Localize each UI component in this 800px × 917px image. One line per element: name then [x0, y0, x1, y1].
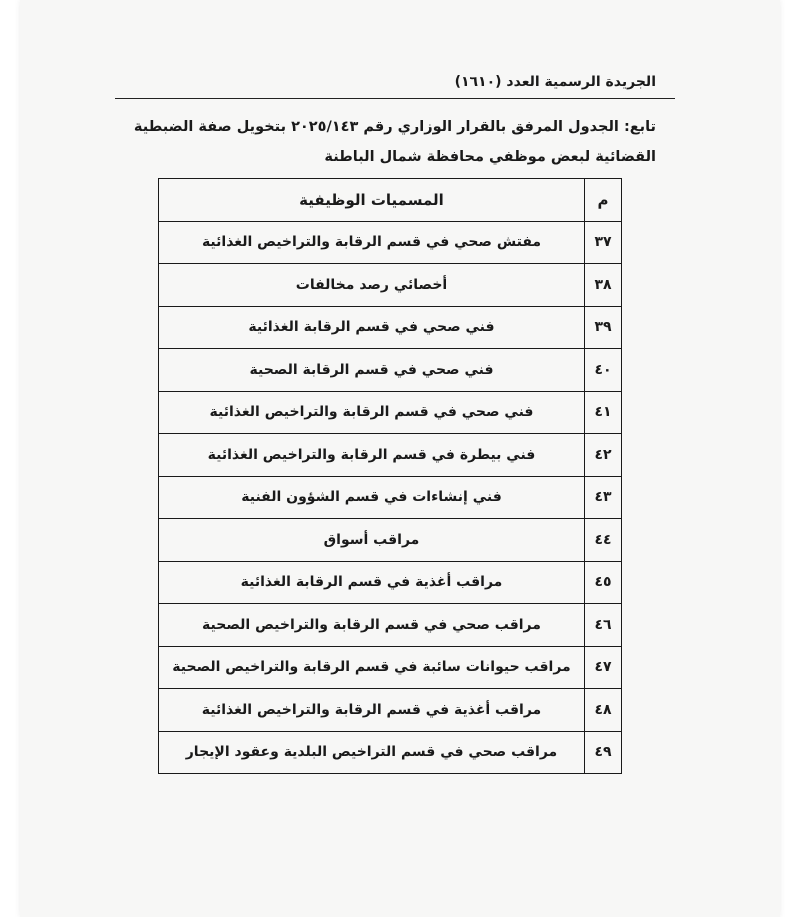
caption-prefix: تابع: [623, 119, 656, 135]
job-title: فني صحي في قسم الرقابة والتراخيص الغذائية [159, 391, 585, 434]
job-title: مراقب صحي في قسم الرقابة والتراخيص الصحية [159, 604, 585, 647]
row-number: ٤٧ [585, 646, 622, 689]
table-row [159, 604, 622, 647]
table-header-row [159, 179, 622, 222]
table-row [159, 221, 622, 264]
table-row [159, 646, 622, 689]
caption-text: الجدول المرفق بالقرار الوزاري رقم ٢٠٢٥/١٤٣ بتخويل صفة الضبطية القضائية لبعض موظفي محافظة شمال الباطنة [133, 119, 656, 165]
column-header-job-titles: المسميات الوظيفية [159, 179, 585, 222]
job-title: مراقب أغذية في قسم الرقابة والتراخيص الغذائية [159, 689, 585, 732]
job-title: فني صحي في قسم الرقابة الغذائية [159, 306, 585, 349]
job-title: مراقب أسواق [159, 519, 585, 562]
table-row [159, 434, 622, 477]
row-number: ٣٩ [585, 306, 622, 349]
row-number: ٤١ [585, 391, 622, 434]
job-title: فني إنشاءات في قسم الشؤون الفنية [159, 476, 585, 519]
row-number: ٤٠ [585, 349, 622, 392]
header-divider [115, 98, 675, 99]
table-row [159, 476, 622, 519]
column-header-number: م [585, 179, 622, 222]
row-number: ٤٢ [585, 434, 622, 477]
job-title: مراقب أغذية في قسم الرقابة الغذائية [159, 561, 585, 604]
table-row [159, 731, 622, 774]
running-header: الجريدة الرسمية العدد (١٦١٠) [454, 74, 656, 90]
row-number: ٤٤ [585, 519, 622, 562]
row-number: ٤٥ [585, 561, 622, 604]
row-number: ٤٩ [585, 731, 622, 774]
row-number: ٤٣ [585, 476, 622, 519]
table-row [159, 689, 622, 732]
job-title: فني بيطرة في قسم الرقابة والتراخيص الغذائية [159, 434, 585, 477]
job-title: مفتش صحي في قسم الرقابة والتراخيص الغذائية [159, 221, 585, 264]
table-row [159, 349, 622, 392]
table-row [159, 306, 622, 349]
row-number: ٤٦ [585, 604, 622, 647]
job-title: فني صحي في قسم الرقابة الصحية [159, 349, 585, 392]
table-caption [96, 112, 656, 172]
job-title: مراقب صحي في قسم التراخيص البلدية وعقود الإيجار [159, 731, 585, 774]
table-row [159, 561, 622, 604]
row-number: ٤٨ [585, 689, 622, 732]
row-number: ٣٨ [585, 264, 622, 307]
table-row [159, 519, 622, 562]
job-title: مراقب حيوانات سائبة في قسم الرقابة والتراخيص الصحية [159, 646, 585, 689]
table-row [159, 264, 622, 307]
table-row [159, 391, 622, 434]
job-title: أخصائي رصد مخالفات [159, 264, 585, 307]
row-number: ٣٧ [585, 221, 622, 264]
job-titles-table [158, 178, 622, 774]
